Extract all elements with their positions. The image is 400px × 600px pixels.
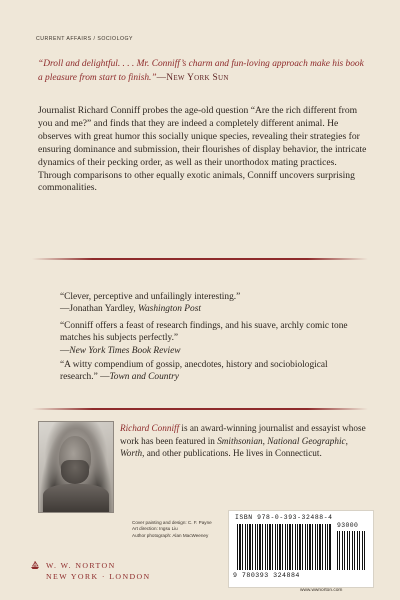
author-bio [120, 422, 370, 460]
review-quote-2-attribution [60, 345, 360, 357]
book-description: Journalist Richard Conniff probes the age-old question “Are the rich different from you and me?” and finds that they are indeed a completely different animal. He observes with great humor this socially unique species, revealing their strategies for ensuring dominance and submission, their flourishes of display behavior, the intricate dynamics of their pecking order, as well as their unorthodox mating practices. Through comparisons to other equally exotic animals, Conniff uncovers surprising commonalities. [38, 105, 367, 194]
review-quote-1-attribution [60, 303, 360, 315]
divider-top [32, 258, 368, 260]
credit-photograph: Author photograph: Alan MacWeeney [132, 532, 209, 538]
lead-quote-text: “Droll and delightful. . . . Mr. Conniff’s charm and fun-loving approach make his book a pleasure from start to finish.” [38, 59, 364, 83]
publisher-website: www.wwnorton.com [300, 588, 343, 593]
bio-publication-2: National Geographic [267, 435, 346, 446]
review-quote-2-text: “Conniff offers a feast of research findings, and his suave, archly comic tone matches his subjects perfectly.” [60, 321, 348, 344]
review-quote-3-text: “A witty compendium of gossip, anecdotes, history and sociobiological research.” [60, 360, 328, 383]
review-quote-3-publication: Town and Country [109, 372, 179, 383]
review-quote-3 [60, 359, 360, 384]
barcode-bars [237, 524, 331, 570]
author-name: Richard Conniff [120, 423, 180, 433]
bio-publication-1: Smithsonian [217, 435, 263, 446]
lead-review-quote [38, 58, 368, 85]
review-quote-1-text: “Clever, perceptive and unfailingly interesting.” [60, 292, 241, 302]
ean-number: 9 780393 324884 [233, 572, 300, 579]
lead-quote-source: —New York Sun [156, 72, 229, 83]
bio-separator-2: , [345, 435, 348, 446]
review-quote-3-dash: — [100, 372, 110, 383]
publisher-cities: NEW YORK · LONDON [46, 572, 151, 581]
publisher-ship-icon [30, 560, 40, 570]
bio-publication-3: Worth [120, 448, 143, 459]
author-photo-beard [61, 460, 89, 484]
author-photo [38, 421, 114, 513]
author-bio-text-1: is an award-winning journalist and essayist whose work has been featured in [120, 423, 366, 446]
review-quote-3-attribution [100, 372, 179, 382]
review-quote-1-publication: Washington Post [138, 304, 201, 315]
review-quote-2 [60, 320, 360, 357]
barcode-addon-digits: 93000 [337, 522, 359, 529]
credit-cover: Cover painting and design: C. F. Payne [132, 520, 212, 525]
author-photo-shoulders [43, 484, 109, 512]
author-bio-text-2: , and other publications. He lives in Connecticut. [142, 448, 322, 459]
review-quote-2-publication: New York Times Book Review [69, 345, 181, 356]
category-label: CURRENT AFFAIRS / SOCIOLOGY [36, 36, 133, 42]
isbn-barcode [228, 510, 374, 588]
barcode-addon-bars [337, 531, 367, 570]
publisher-imprint [46, 560, 151, 582]
credit-art-direction: Art direction: Ingsu Liu [132, 526, 178, 532]
review-quote-2-dash: — [60, 345, 70, 356]
divider-bottom [32, 408, 368, 410]
publisher-name: W. W. NORTON [46, 561, 116, 570]
isbn-number: ISBN 978-0-393-32488-4 [235, 514, 333, 521]
review-quote-1 [60, 291, 360, 316]
review-quote-1-author: —Jonathan Yardley, [60, 304, 139, 315]
bio-separator-1: , [262, 435, 268, 446]
